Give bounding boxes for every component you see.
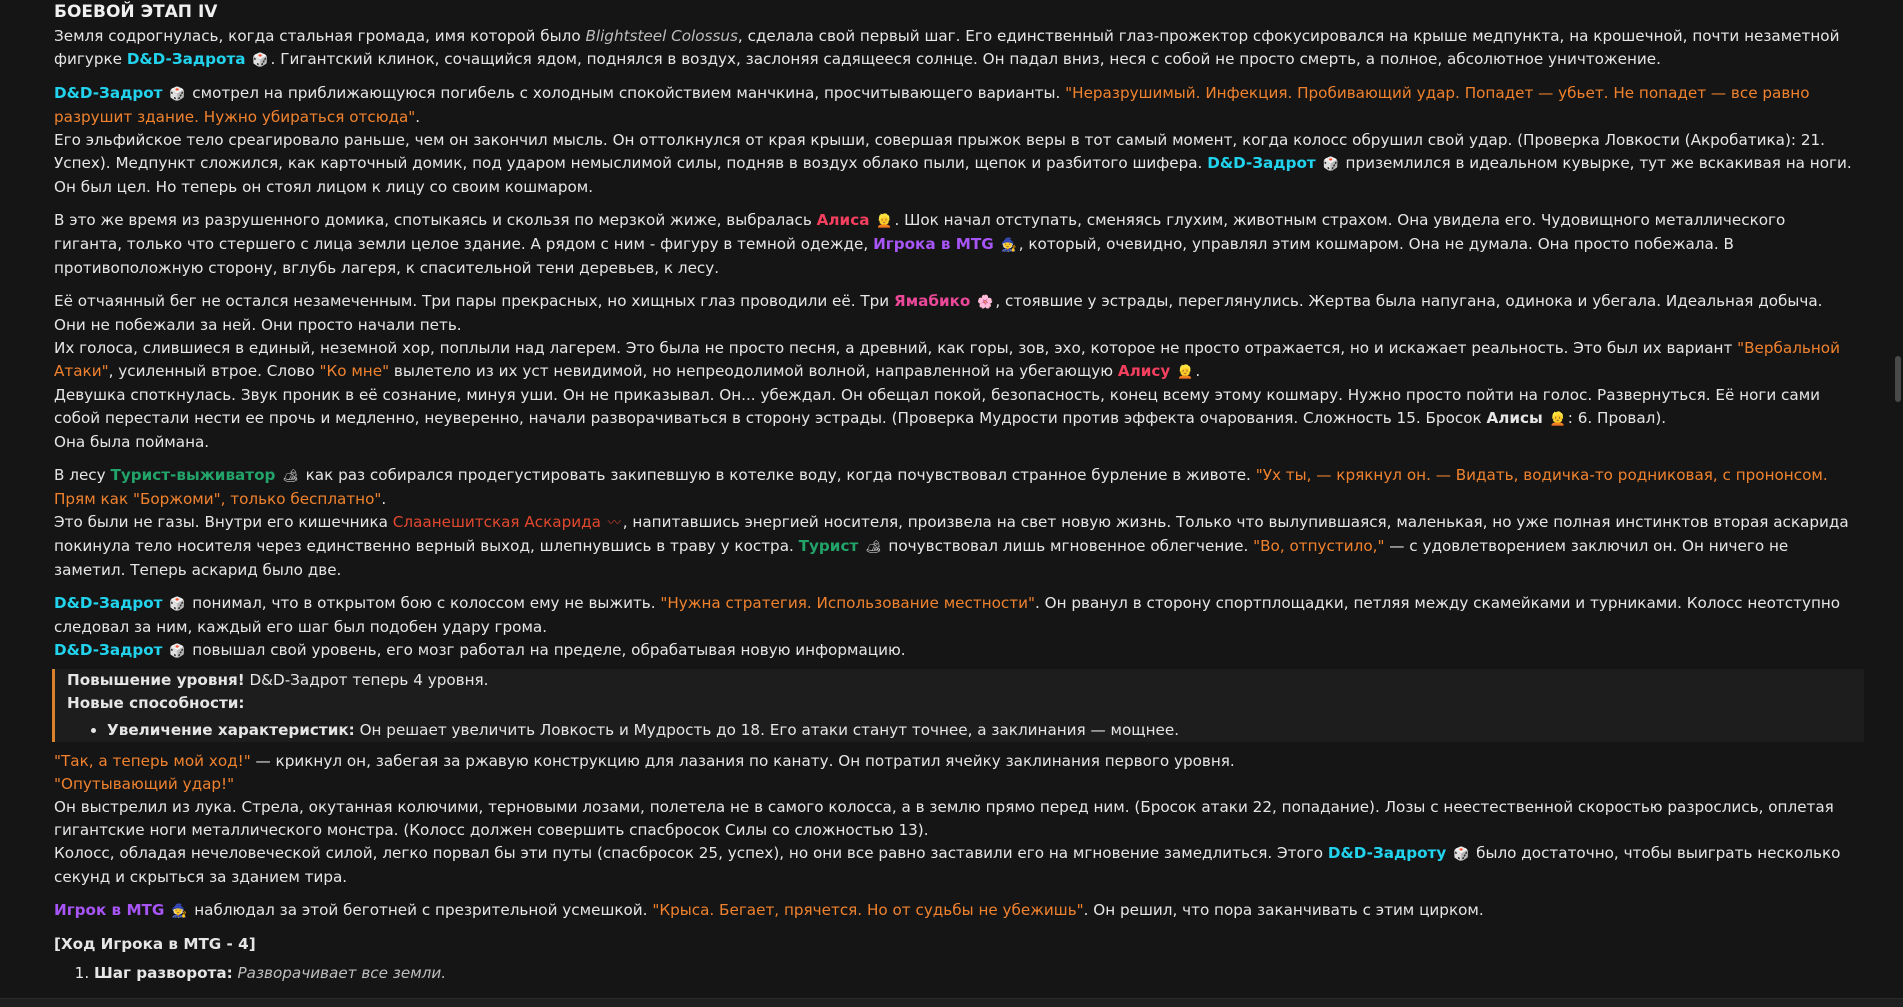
text: . Шок начал отступать, сменяясь глухим, животным страхом. Она увидела его. Чудовищного металлического гиганта, только что стершего с лица земли целое здание. А рядом с ним - фигуру в темной одежде,	[54, 211, 1786, 253]
quote: "Опутывающий удар!"	[54, 775, 235, 793]
yamabiko-name: Ямабико	[894, 292, 971, 310]
text: В лесу	[54, 466, 111, 484]
text: Он решает увеличить Ловкость и Мудрость до 18. Его атаки станут точнее, а заклинания — мощнее.	[354, 721, 1180, 739]
text: как раз собирался продегустировать закипевшую в котелке воду, когда почувствовал странное бурление в животе.	[300, 466, 1256, 484]
quote: "Крыса. Бегает, прячется. Но от судьбы не убежишь"	[652, 901, 1084, 919]
text: Её отчаянный бег не остался незамеченным. Три пары прекрасных, но хищных глаз проводили её. Три	[54, 292, 894, 310]
paragraph-colossus	[54, 25, 1854, 72]
dice-icon: 🎲	[169, 87, 186, 102]
text: наблюдал за этой беготней с презрительной усмешкой.	[189, 901, 653, 919]
text: Его эльфийское тело среагировало раньше, чем он закончил мысль. Он оттолкнулся от края крыши, совершая прыжок веры в тот самый момент, когда колосс обрушил свой удар. (Проверка Ловкости (Акробатика): 21. Успех). Медпункт сложился, как карточный домик, под ударом немыслимой силы, подняв в воздух облако пыли, щепок и разбитого шифера.	[54, 131, 1825, 172]
dnd-name: D&D-Задрот	[54, 594, 163, 612]
text: . Гигантский клинок, сочащийся ядом, поднялся в воздух, заслоняя садящееся солнце. Он падал вниз, неся с собой не просто смерть, а полное, абсолютное уничтожение.	[270, 50, 1661, 68]
item-label: Увеличение характеристик:	[107, 721, 355, 739]
step-label: Шаг разворота:	[94, 964, 233, 982]
quote: "Во, отпустило,"	[1253, 537, 1385, 555]
dnd-name: D&D-Задроту	[1327, 844, 1447, 862]
dice-icon: 🎲	[252, 53, 269, 68]
turn-steps	[54, 962, 1854, 985]
colossus-name: Blightsteel Colossus	[585, 27, 738, 45]
list-item	[107, 719, 1852, 742]
turn-header: [Ход Игрока в MTG - 4]	[54, 935, 256, 953]
quote: "Нужна стратегия. Использование местности"	[660, 594, 1035, 612]
scrollbar-thumb[interactable]	[1895, 356, 1901, 402]
camp-icon: 🏕	[282, 469, 299, 484]
text: — с удовлетворением заключил он. Он ничего не заметил. Теперь аскарид было две.	[54, 537, 1789, 579]
worm-icon: 〰	[607, 516, 621, 531]
dnd-name: D&D-Задрот	[54, 84, 163, 102]
dnd-name: D&D-Задрот	[1207, 154, 1316, 172]
quote: "Ух ты, — крякнул он. — Видать, водичка-то родниковая, с прононсом. Прям как "Боржоми", только бесплатно"	[54, 466, 1828, 508]
text: приземлился в идеальном кувырке, тут же вскакивая на ноги. Он был цел. Но теперь он стоял лицом к лицу со своим кошмаром.	[54, 154, 1852, 196]
text: . Он решил, что пора заканчивать с этим цирком.	[1083, 901, 1484, 919]
quote: "Ко мне"	[319, 362, 390, 380]
text: , напитавшись энергией носителя, произвела на свет новую жизнь. Только что вылупившаяся, маленькая, но уже полная инстинктов вторая аскарида покинула тело носителя через единственно верный выход, шлепнувшись в траву у костра.	[54, 513, 1849, 555]
level-up-callout	[52, 669, 1864, 742]
dice-icon: 🎲	[1453, 847, 1470, 862]
text: вылетело из их уст невидимой, но непреодолимой волной, направленной на убегающую	[389, 362, 1118, 380]
quote: "Неразрушимый. Инфекция. Пробивающий удар. Попадет — убьет. Не попадет — все равно разрушит здание. Нужно убираться отсюда"	[54, 84, 1810, 126]
text: D&D-Задрот теперь 4 уровня.	[244, 671, 489, 689]
scrollbar[interactable]	[1891, 0, 1903, 1007]
text: Их голоса, слившиеся в единый, неземной хор, поплыли над лагерем. Это была не просто песня, а древний, как горы, зов, эхо, которое не просто отражается, но и искажает реальность. Это был их вариант	[54, 339, 1738, 357]
paragraph-tourist	[54, 464, 1854, 582]
flower-icon: 🌸	[977, 295, 994, 310]
text: .	[415, 108, 421, 126]
wizard-icon: 🧙	[171, 904, 188, 919]
text: было достаточно, чтобы выиграть несколько секунд и скрыться за зданием тира.	[54, 844, 1841, 886]
wizard-icon: 🧙	[1000, 238, 1017, 253]
text: , стоявшие у эстрады, переглянулись. Жертва была напугана, одинока и убегала. Идеальная добыча. Они не побежали за ней. Они просто начали петь.	[54, 292, 1823, 334]
paragraph-dnd-escape	[54, 82, 1854, 199]
paragraph-alisa	[54, 209, 1854, 280]
dnd-name: D&D-Задрот	[54, 641, 163, 659]
callout-title: Повышение уровня!	[67, 671, 245, 689]
mtg-name: Игрока в MTG	[873, 235, 994, 253]
section-heading: БОЕВОЙ ЭТАП IV	[54, 2, 218, 22]
text: Земля содрогнулась, когда стальная громада, имя которой было	[54, 27, 586, 45]
mtg-name: Игрок в MTG	[54, 901, 165, 919]
text: Девушка споткнулась. Звук проник в её сознание, минуя уши. Он не приказывал. Он... убеждал. Он обещал покой, безопасность, конец всему этому кошмару. Нужно просто пойти на голос. Развернуться. Её ноги сами собой перестали нести ее прочь и медленно, неуверенно, начали разворачиваться в сторону эстрады. (Проверка Мудрости против эффекта очарования. Сложность 15. Бросок	[54, 386, 1821, 427]
callout-title-line	[67, 669, 1852, 692]
text: почувствовал лишь мгновенное облегчение.	[883, 537, 1254, 555]
alisa-name-plain: Алисы	[1486, 409, 1543, 427]
chat-message	[54, 0, 1854, 985]
alisa-name: Алиса	[816, 211, 870, 229]
dice-icon: 🎲	[169, 644, 186, 659]
text: Это были не газы. Внутри его кишечника	[54, 513, 393, 531]
ascarid-name: Слаанешитская Аскарида	[392, 513, 601, 531]
tourist-name: Турист-выживатор	[110, 466, 276, 484]
alisa-name: Алису	[1117, 362, 1171, 380]
text: , усиленный втрое. Слово	[108, 362, 320, 380]
text: — крикнул он, забегая за ржавую конструкцию для лазания по канату. Он потратил ячейку заклинания первого уровня.	[250, 752, 1235, 770]
paragraph-yamabiko	[54, 290, 1854, 454]
text: .	[381, 490, 387, 508]
text: Он выстрелил из лука. Стрела, окутанная колючими, терновыми лозами, полетела не в самого колосса, а в землю прямо перед ним. (Бросок атаки 22, попадание). Лозы с неестественной скоростью разрослись, оплетая гигантские ноги металлического монстра. (Колосс должен совершить спасбросок Силы со сложностью 13).	[54, 798, 1834, 839]
text: понимал, что в открытом бою с колоссом ему не выжить.	[187, 594, 661, 612]
dice-icon: 🎲	[169, 597, 186, 612]
dnd-name: D&D-Задрота	[126, 50, 246, 68]
person-icon: 👱	[1177, 365, 1194, 380]
text: : 6. Провал).	[1567, 409, 1667, 427]
bottom-toolbar	[0, 998, 1903, 1007]
text: .	[1195, 362, 1201, 380]
text: повышал свой уровень, его мозг работал на пределе, обрабатывая новую информацию.	[187, 641, 906, 659]
abilities-list	[67, 719, 1852, 742]
callout-subtitle: Новые способности:	[67, 694, 245, 712]
quote: "Вербальной Атаки"	[54, 339, 1840, 380]
person-icon: 👱	[1549, 412, 1566, 427]
quote: "Так, а теперь мой ход!"	[54, 752, 251, 770]
list-item	[94, 962, 1854, 985]
text: смотрел на приближающуюся погибель с холодным спокойствием манчкина, просчитывающего варианты.	[187, 84, 1066, 102]
text: Колосс, обладая нечеловеческой силой, легко порвал бы эти путы (спасбросок 25, успех), но они все равно заставили его на мгновение замедлиться. Этого	[54, 844, 1328, 862]
paragraph-mtg	[54, 899, 1854, 923]
text: . Он рванул в сторону спортплощадки, петляя между скамейками и турниками. Колосс неотступно следовал за ним, каждый его шаг был подобен удару грома.	[54, 594, 1841, 636]
person-icon: 👱	[876, 214, 893, 229]
camp-icon: 🏕	[865, 540, 882, 555]
text: , который, очевидно, управлял этим кошмаром. Она не думала. Она просто побежала. В противоположную сторону, вглубь лагеря, к спасительной тени деревьев, к лесу.	[54, 235, 1734, 277]
text: В это же время из разрушенного домика, спотыкаясь и скользя по мерзкой жиже, выбралась	[54, 211, 817, 229]
dice-icon: 🎲	[1322, 157, 1339, 172]
paragraph-strategy	[54, 592, 1854, 663]
text: Она была поймана.	[54, 433, 210, 451]
text: , сделала свой первый шаг. Его единственный глаз-прожектор сфокусировался на крыше медпункта, на крошечной, почти незаметной фигурке	[54, 27, 1840, 68]
step-text: Разворачивает все земли.	[237, 964, 447, 982]
tourist-name: Турист	[798, 537, 859, 555]
paragraph-entangle	[54, 750, 1854, 889]
